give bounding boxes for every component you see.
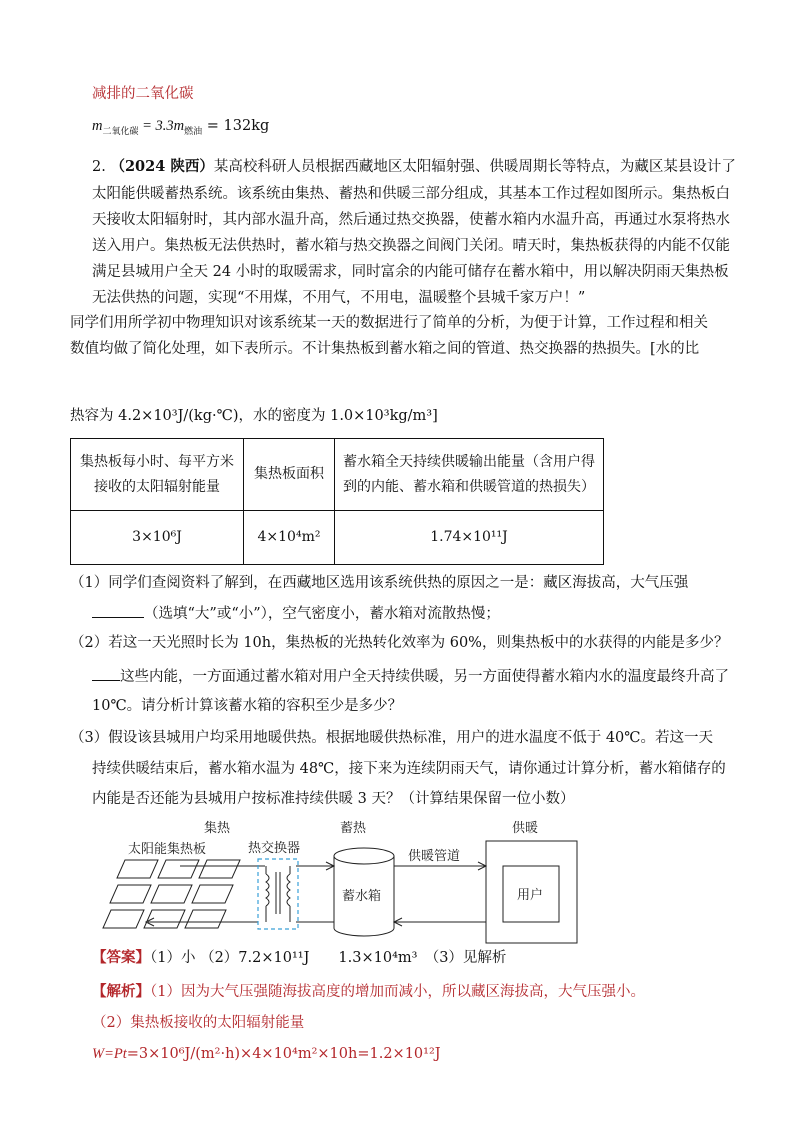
sub-question-text-line: 内能是否还能为县城用户按标准持续供暖 3 天？（计算结果保留一位小数） bbox=[92, 791, 575, 807]
question-text-line: 满足县城用户全天 24 小时的取暖需求，同时富余的内能可储存在蓄水箱中，用以解决阴雨天集热板 bbox=[92, 264, 729, 280]
label-supply-pipe: 供暖管道 bbox=[408, 849, 461, 864]
sub-question-text-line: 持续供暖结束后，蓄水箱水温为 48℃，接下来为连续阴雨天气，请你通过计算分析，蓄水箱储存的 bbox=[92, 761, 726, 777]
analysis-line-1 bbox=[92, 982, 645, 1002]
table-value-output: 1.74×10¹¹J bbox=[335, 511, 604, 565]
label-solar-panel: 太阳能集热板 bbox=[128, 842, 207, 857]
question-text: 某高校科研人员根据西藏地区太阳辐射强、供暖周期长等特点，为藏区某县设计了 bbox=[213, 159, 736, 175]
question-text-line: 太阳能供暖蓄热系统。该系统由集热、蓄热和供暖三部分组成，其基本工作过程如图所示。集热板白 bbox=[92, 186, 730, 202]
analysis-formula: =3×10⁶J/(m²·h)×4×10⁴m²×10h=1.2×10¹²J bbox=[126, 1046, 441, 1062]
label-store: 蓄热 bbox=[340, 821, 367, 836]
table-value-area: 4×10⁴m² bbox=[244, 511, 335, 565]
question-text-line: 无法供热的问题，实现“不用煤，不用气，不用电，温暖整个县城千家万户！” bbox=[92, 290, 586, 306]
analysis-text: （1）因为大气压强随海拔高度的增加而减小，所以藏区海拔高，大气压强小。 bbox=[150, 984, 645, 1000]
table-header-output: 蓄水箱全天持续供暖输出能量（含用户得到的内能、蓄水箱和供暖管道的热损失） bbox=[335, 439, 604, 511]
formula-rhs-var: m bbox=[173, 118, 185, 134]
formula-coef: = 3.3 bbox=[138, 118, 174, 134]
sub-question-2: （2）若这一天光照时长为 10h，集热板的光热转化效率为 60%，则集热板中的水获得的内能是多少？ bbox=[70, 635, 729, 651]
analysis-line-2: （2）集热板接收的太阳辐射能量 bbox=[92, 1015, 305, 1031]
sub-question-text: （选填“大”或“小”），空气密度小，蓄水箱对流散热慢； bbox=[144, 606, 500, 622]
analysis-line-3 bbox=[92, 1044, 441, 1064]
analysis-var: W=Pt bbox=[92, 1046, 127, 1062]
formula-lhs-var: m bbox=[92, 118, 103, 134]
sub-question-text: 这些内能，一方面通过蓄水箱对用户全天持续供暖，另一方面使得蓄水箱内水的温度最终升高了 bbox=[120, 669, 729, 685]
label-supply: 供暖 bbox=[512, 821, 539, 836]
label-collect: 集热 bbox=[204, 821, 231, 836]
label-heat-exchanger: 热交换器 bbox=[248, 841, 301, 856]
question-text-line: 送入用户。集热板无法供热时，蓄水箱与热交换器之间阀门关闭。晴天时，集热板获得的内能不仅能 bbox=[92, 238, 730, 254]
question-text-line: 天接收太阳辐射时，其内部水温升高，然后通过热交换器，使蓄水箱内水温升高，再通过水泵将热水 bbox=[92, 212, 730, 228]
question-source: （2024 陕西） bbox=[110, 158, 214, 175]
sub-question-3: （3）假设该县城用户均采用地暖供热。根据地暖供热标准，用户的进水温度不低于 40℃。若这一天 bbox=[70, 730, 714, 746]
solar-panel-array bbox=[103, 860, 240, 928]
formula-lhs-sub: 二氧化碳 bbox=[102, 127, 139, 137]
answer-line bbox=[92, 948, 506, 968]
heat-exchanger-coil-icon bbox=[266, 866, 290, 922]
pipe-lines bbox=[146, 862, 486, 926]
heat-exchanger-box bbox=[258, 859, 298, 929]
sub-question-1: （1）同学们查阅资料了解到，在西藏地区选用该系统供热的原因之一是：藏区海拔高，大气压强 bbox=[70, 575, 689, 591]
formula-result: = 132kg bbox=[202, 118, 270, 134]
answer-text: （1）小 （2）7.2×10¹¹J 1.3×10⁴m³ （3）见解析 bbox=[150, 950, 507, 966]
label-user: 用户 bbox=[517, 888, 544, 903]
question-text-line: 热容为 4.2×10³J/(kg·℃)，水的密度为 1.0×10³kg/m³] bbox=[70, 408, 438, 424]
table-header-radiation: 集热板每小时、每平方米接收的太阳辐射能量 bbox=[71, 439, 244, 511]
question-number: 2. bbox=[92, 159, 106, 175]
question-text-line: 数值均做了简化处理，如下表所示。不计集热板到蓄水箱之间的管道、热交换器的热损失。[水的比 bbox=[70, 341, 700, 357]
label-tank: 蓄水箱 bbox=[342, 889, 382, 904]
table-header-area: 集热板面积 bbox=[244, 439, 335, 511]
prev-heading: 减排的二氧化碳 bbox=[92, 86, 194, 102]
answer-tag: 【答案】 bbox=[92, 949, 150, 966]
analysis-tag: 【解析】 bbox=[92, 983, 150, 1000]
formula-rhs-sub: 燃油 bbox=[184, 127, 203, 137]
sub-question-text-line: 10℃。请分析计算该蓄水箱的容积至少是多少？ bbox=[92, 698, 403, 714]
table-value-radiation: 3×10⁶J bbox=[71, 511, 244, 565]
question-text-line: 同学们用所学初中物理知识对该系统某一天的数据进行了简单的分析，为便于计算，工作过程和相关 bbox=[70, 315, 708, 331]
